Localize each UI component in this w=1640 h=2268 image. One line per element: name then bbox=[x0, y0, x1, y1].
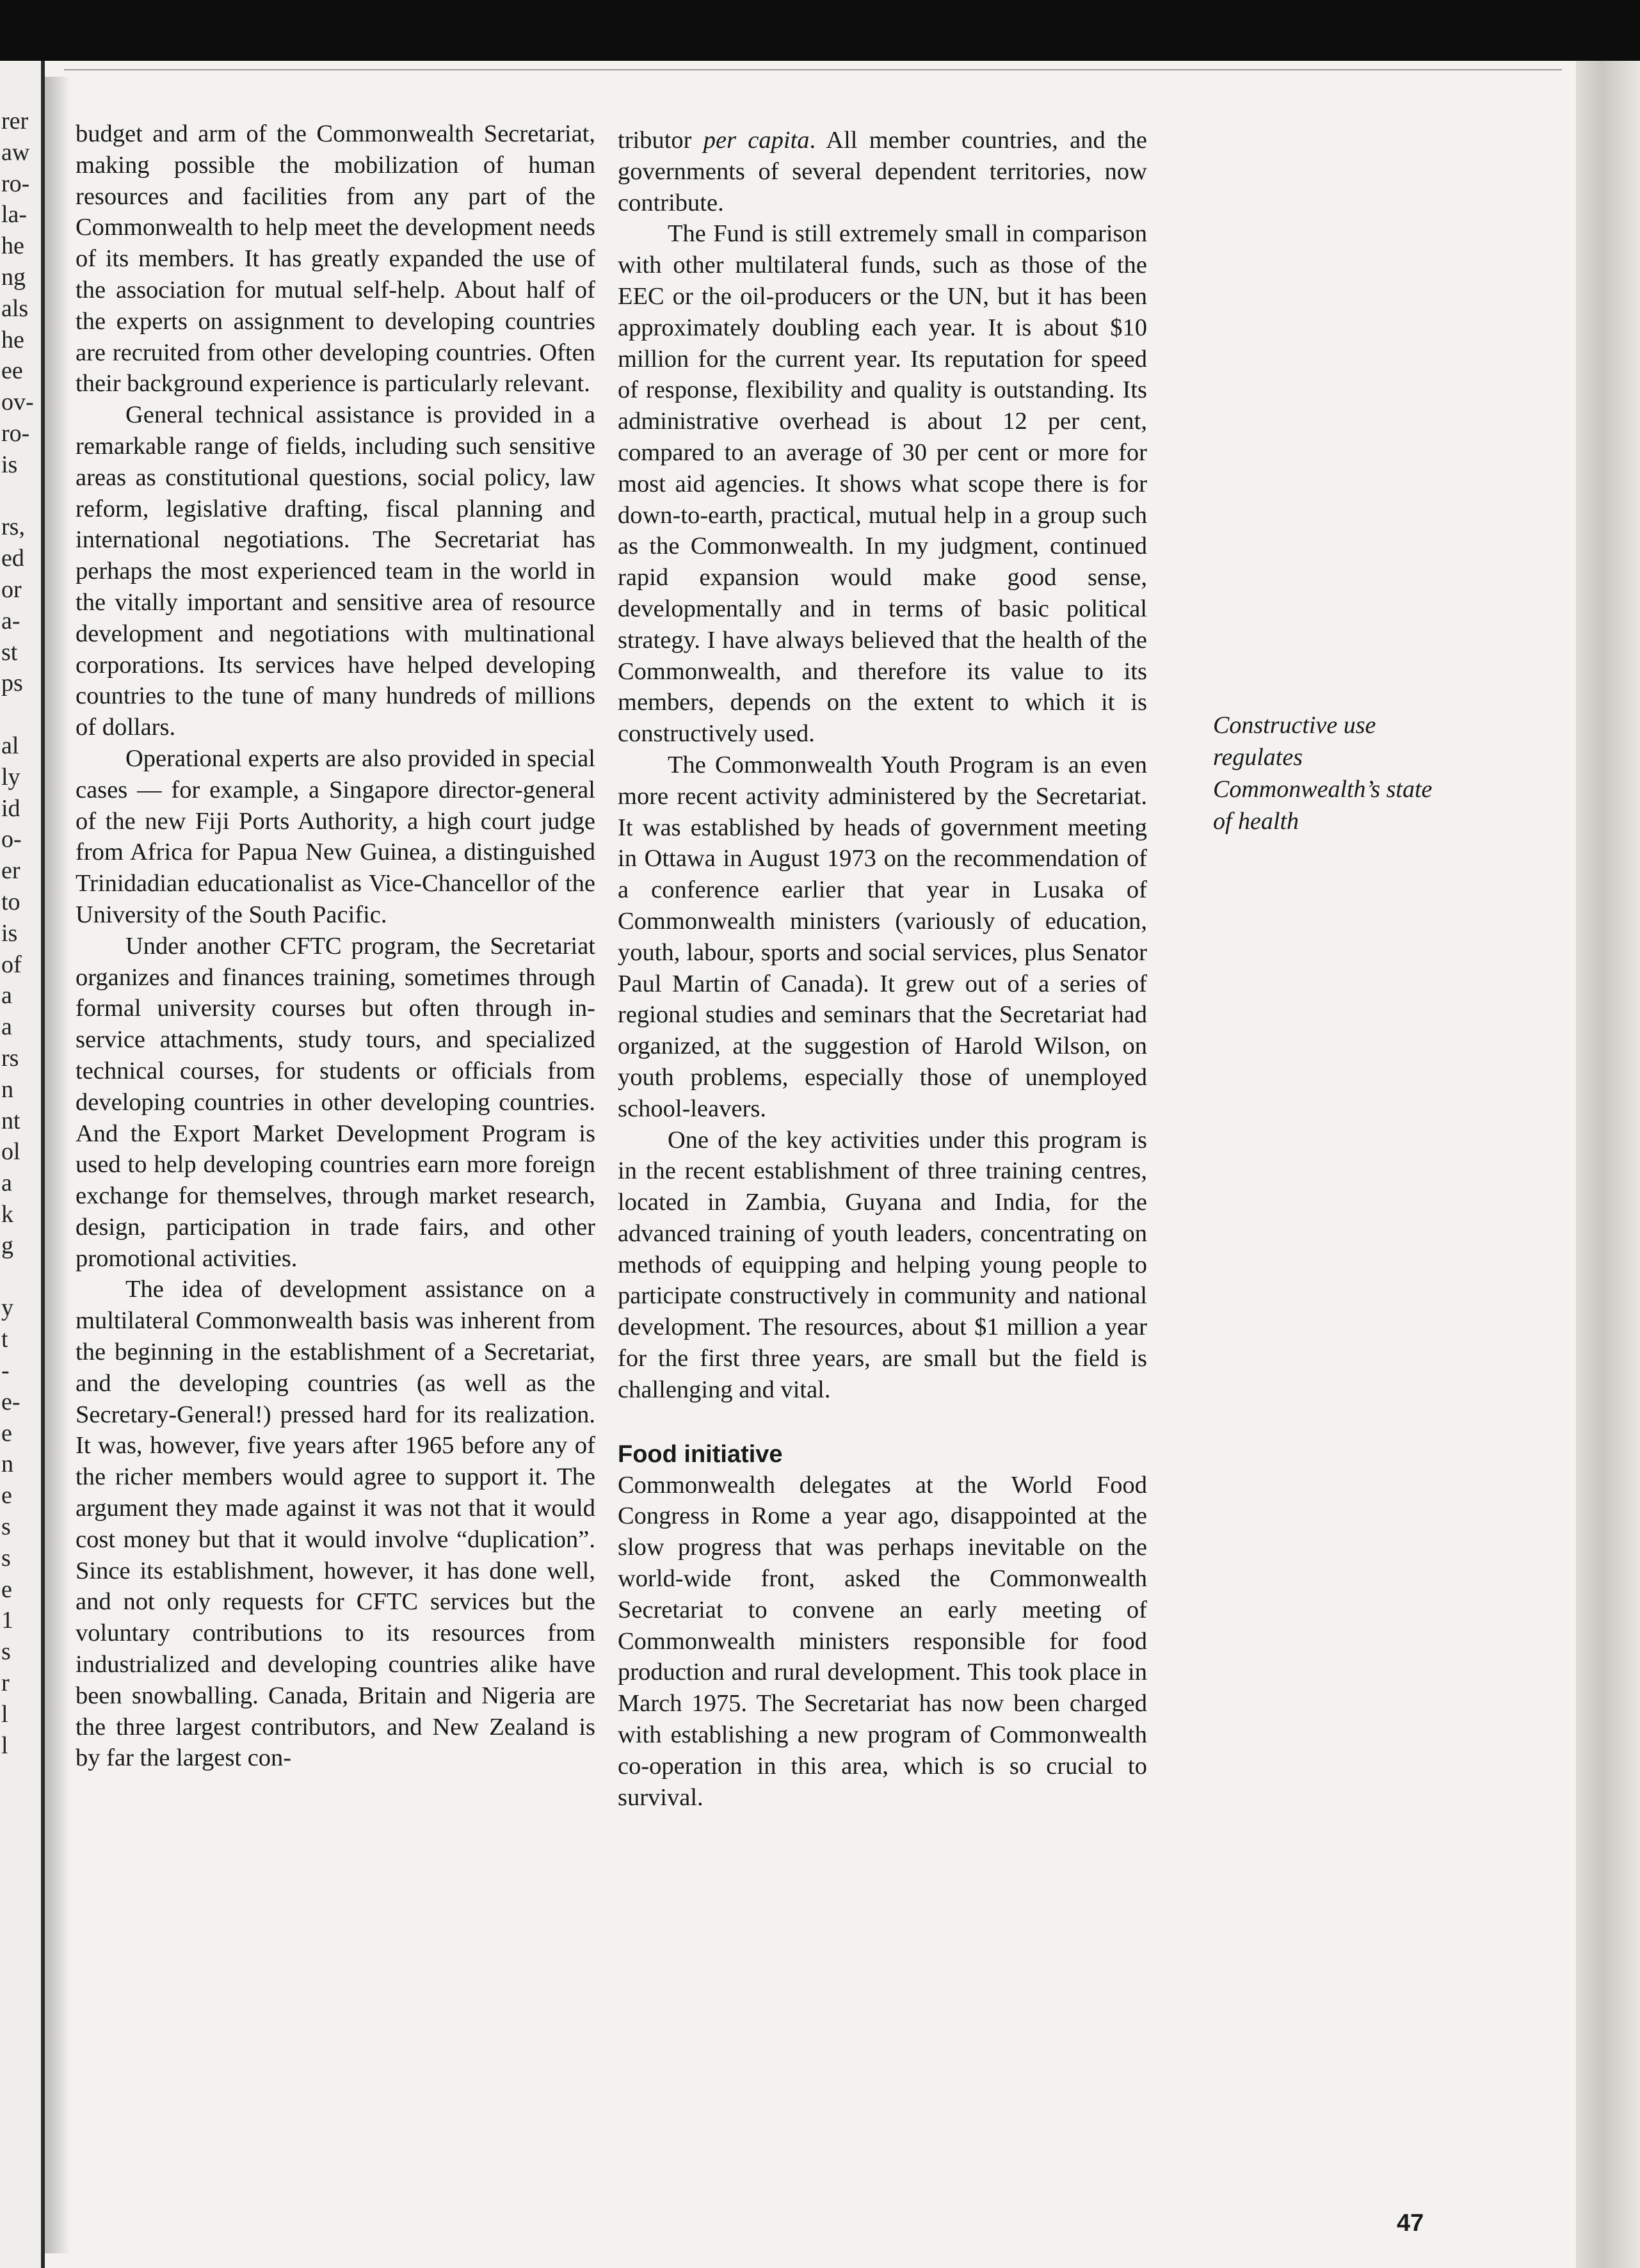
paragraph: One of the key activities under this program is in the recent establishment of three training centres, located in Zambia, Guyana and India, for the advanced training of youth leaders, concentrating on methods of equipping and helping young people to participate constructively in community and national development. The resources, about $1 million a year for the first three years, are small but the field is challenging and vital. bbox=[618, 1126, 1147, 1403]
paragraph: General technical assistance is provided in a remarkable range of fields, including such sensitive areas as constitutional questions, social policy, law reform, legislative drafting, fiscal planning and international negotiations. The Secretariat has perhaps the most experienced team in the world in the vitally important and sensitive area of resource development and negotiations with multinational corporations. Its services have helped developing countries to the tune of many hundreds of millions of dollars. bbox=[76, 401, 595, 741]
paragraph bbox=[618, 125, 1147, 218]
facing-page-fragment: ly bbox=[1, 763, 20, 791]
margin-pull-quote: Constructive use regulates Commonwealth’s state of health bbox=[1213, 712, 1433, 835]
facing-page-fragment: he bbox=[1, 326, 24, 353]
facing-page-fragment: er bbox=[1, 857, 20, 885]
facing-page-fragment: is bbox=[1, 919, 18, 947]
facing-page-fragment: ov- bbox=[1, 389, 34, 416]
paragraph: Under another CFTC program, the Secretariat organizes and finances training, sometimes through formal university courses but often through in-service attachments, study tours, and specialized technical courses, for students or officials from developing countries in other developing countries. And the Export Market Development Program is used to help developing countries earn more foreign exchange for themselves, through market research, design, participation in trade fairs, and other promotional activities. bbox=[76, 932, 595, 1272]
facing-page-fragment: n bbox=[1, 1451, 13, 1478]
facing-page-fragment: st bbox=[1, 638, 18, 666]
facing-page-fragment: ol bbox=[1, 1138, 20, 1166]
facing-page-fragment: s bbox=[1, 1544, 11, 1572]
paragraph: budget and arm of the Commonwealth Secretariat, making possible the mobilization of human resources and facilities from any part of the Commonwealth to help meet the development needs of its members. It has greatly expanded the use of the association for mutual self-help. About half of the experts on assignment to developing countries are recruited from other developing countries. Often their background experience is particularly relevant. bbox=[76, 120, 595, 398]
italic-phrase: per capita bbox=[703, 127, 810, 154]
facing-page-fragment: s bbox=[1, 1513, 11, 1540]
paragraph: Commonwealth delegates at the World Food Congress in Rome a year ago, disappointed at the slow progress that was perhaps inevitable on the world-wide front, asked the Commonwealth Secretariat to convene an early meeting of Commonwealth ministers responsible for food production and rural development. This took place in March 1975. The Secretariat has now been charged with establishing a new program of Commonwealth co-operation in this area, which is so crucial to survival. bbox=[618, 1471, 1147, 1811]
facing-page-fragment: e bbox=[1, 1575, 12, 1603]
facing-page-fragment: a bbox=[1, 1170, 12, 1197]
facing-page-fragment: ro- bbox=[1, 170, 30, 197]
facing-page-fragment: e bbox=[1, 1482, 12, 1509]
facing-page-fragment: to bbox=[1, 889, 20, 915]
facing-page-fragment: ee bbox=[1, 357, 23, 385]
facing-page-fragment: ed bbox=[1, 545, 24, 572]
facing-page-fragment: o- bbox=[1, 826, 22, 853]
facing-page-fragment: a bbox=[1, 1013, 12, 1041]
facing-page-fragment: s bbox=[1, 1638, 11, 1666]
facing-page-fragment: rs, bbox=[1, 513, 25, 541]
facing-page-fragment: rer bbox=[1, 108, 29, 134]
header-rule bbox=[64, 69, 1562, 70]
facing-page-fragment: al bbox=[1, 732, 19, 759]
facing-page-fragment: r bbox=[1, 1669, 10, 1696]
facing-page-fragment: id bbox=[1, 794, 20, 822]
facing-page-fragment: rs bbox=[1, 1045, 19, 1072]
paragraph: The Commonwealth Youth Program is an even more recent activity administered by the Secretariat. It was established by heads of government meeting in Ottawa in August 1973 on the recommendation of a conference earlier that year in Lusaka of Commonwealth ministers (variously of education, youth, labour, sports and social services, plus Senator Paul Martin of Canada). It grew out of a series of regional studies and seminars that the Secretariat had organized, at the suggestion of Harold Wilson, on youth problems, especially those of unemployed school-leavers. bbox=[618, 751, 1147, 1122]
facing-page-fragment: y bbox=[1, 1294, 13, 1322]
facing-page-fragment: e bbox=[1, 1419, 12, 1447]
paragraph-text: tributor bbox=[618, 127, 703, 154]
facing-page-fragment: he bbox=[1, 232, 24, 260]
page-number: 47 bbox=[1397, 2210, 1424, 2237]
facing-page-fragment: - bbox=[1, 1357, 10, 1384]
section-heading: Food initiative bbox=[618, 1440, 783, 1468]
facing-page-fragment: a bbox=[1, 982, 12, 1009]
facing-page-fragment: ng bbox=[1, 264, 26, 291]
facing-page-fragment: la- bbox=[1, 201, 28, 229]
paragraph: Operational experts are also provided in special cases — for example, a Singapore director-general of the new Fiji Ports Authority, a high court judge from Africa for Papua New Guinea, a distinguished Trinidadian educationalist as Vice-Chancellor of the University of the South Pacific. bbox=[76, 744, 595, 928]
facing-page-fragment: is bbox=[1, 451, 18, 478]
text-column-2 bbox=[618, 125, 1147, 1813]
facing-page-fragment: g bbox=[1, 1232, 13, 1259]
page-right-edge bbox=[1576, 61, 1640, 2268]
paragraph: The idea of development assistance on a multilateral Commonwealth basis was inherent from the beginning in the establishment of a Secretariat, and the developing countries (as well as the Secretary-General!) pressed hard for its realization. It was, however, five years after 1965 before any of the richer members would agree to support it. The argument they made against it was not that it would cost money but that it would involve “duplication”. Since its establishment, however, it has done well, and not only requests for CFTC services but the voluntary contributions to its resources from industrialized and developing countries alike have been snowballing. Canada, Britain and Nigeria are the three largest contributors, and New Zealand is by far the largest con- bbox=[76, 1276, 595, 1772]
facing-page-fragment: als bbox=[1, 294, 29, 322]
facing-page-fragment: aw bbox=[1, 138, 30, 166]
facing-page-fragment: of bbox=[1, 951, 22, 978]
facing-page-fragment: k bbox=[1, 1201, 13, 1228]
facing-page-fragment: l bbox=[1, 1700, 8, 1728]
facing-page-fragment: 1 bbox=[1, 1607, 13, 1634]
facing-page-fragment: nt bbox=[1, 1107, 20, 1134]
facing-page-fragment: ps bbox=[1, 670, 23, 697]
facing-page-fragment: a- bbox=[1, 607, 20, 634]
text-column-1 bbox=[76, 118, 595, 1774]
gutter-shadow bbox=[45, 77, 70, 2253]
paragraph: The Fund is still extremely small in comparison with other multilateral funds, such as those of the EEC or the oil-producers or the UN, but it has been approximately doubling each year. It is about $10 million for the current year. Its reputation for speed of response, flexibility and quality is outstanding. Its administrative overhead is about 12 per cent, compared to an average of 30 per cent or more for most aid agencies. It shows what scope there is for down-to-earth, practical, mutual help in a group such as the Commonwealth. In my judgment, continued rapid expansion would make good sense, developmentally and in terms of basic political strategy. I have always believed that the health of the Commonwealth, and therefore its value to its members, depends on the extent to which it is constructively used. bbox=[618, 220, 1147, 748]
facing-page-fragment: e- bbox=[1, 1388, 20, 1415]
facing-page-fragment: ro- bbox=[1, 420, 30, 447]
facing-page-fragment: or bbox=[1, 576, 22, 603]
facing-page-strip bbox=[0, 61, 45, 2268]
facing-page-fragment: t bbox=[1, 1326, 8, 1353]
paragraph-text: . All member countries, and the governments of several dependent territories, now contribute. bbox=[618, 127, 1147, 216]
scan-top-border bbox=[0, 0, 1640, 61]
facing-page-fragment: n bbox=[1, 1075, 13, 1103]
facing-page-fragment: l bbox=[1, 1732, 8, 1759]
